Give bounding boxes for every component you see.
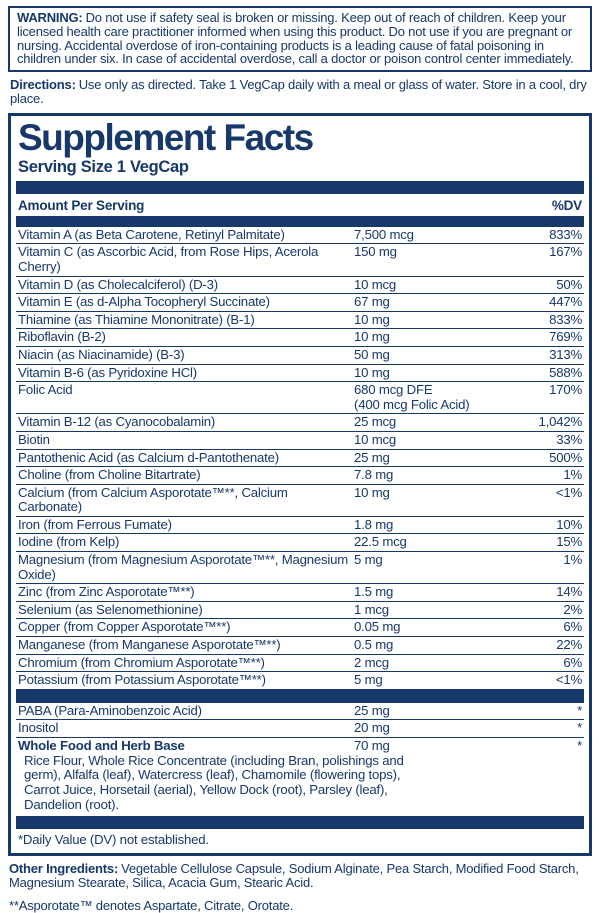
nutrient-name: Thiamine (as Thiamine Mononitrate) (B-1) — [18, 311, 255, 327]
divider-bar — [16, 690, 584, 702]
directions-text: Use only as directed. Take 1 VegCap daily with a meal or glass of water. Store in a cool, dry place. — [10, 77, 587, 106]
nutrients-table — [16, 226, 584, 689]
nutrient-dv: 1,042% — [538, 414, 582, 430]
table-row — [16, 636, 584, 654]
amount-line2: (400 mcg Folic Acid) — [354, 396, 470, 412]
nutrient-amount — [354, 295, 506, 310]
nutrient-dv: 6% — [563, 619, 582, 635]
nutrient-name: Pantothenic Acid (as Calcium d-Pantothenate) — [18, 449, 279, 465]
table-row — [16, 364, 584, 382]
whole-food-herb-base-row — [16, 737, 584, 816]
amount-per-serving-header: Amount Per Serving — [18, 197, 145, 213]
nutrient-dv: * — [577, 720, 582, 736]
amount-line1: 10 mg — [354, 329, 390, 345]
amount-line1: 22.5 mcg — [354, 534, 407, 550]
nutrient-dv: 313% — [549, 346, 582, 362]
table-row — [16, 551, 584, 583]
nutrient-amount — [354, 468, 506, 483]
amount-line1: 680 mcg DFE — [354, 382, 433, 398]
table-row — [16, 618, 584, 636]
warning-box — [8, 6, 592, 72]
other-ingredients — [8, 856, 592, 892]
nutrient-dv: 1% — [563, 467, 582, 483]
amount-line1: 2 mcg — [354, 654, 389, 670]
table-row — [16, 311, 584, 329]
nutrient-name: Inositol — [18, 720, 59, 736]
nutrient-name: Vitamin E (as d-Alpha Tocopheryl Succinate) — [18, 294, 270, 310]
nutrient-amount — [354, 348, 506, 363]
table-row — [16, 516, 584, 534]
nutrient-amount — [354, 228, 506, 243]
nutrient-name: Magnesium (from Magnesium Asporotate™**, Magnesium Oxide) — [18, 552, 349, 582]
amount-line1: 25 mg — [354, 702, 390, 718]
nutrient-amount — [354, 585, 506, 600]
secondary-nutrients-table — [16, 702, 584, 737]
nutrient-dv: 15% — [556, 534, 582, 550]
table-row — [16, 226, 584, 244]
nutrient-dv: 10% — [556, 516, 582, 532]
amount-line1: 5 mg — [354, 552, 383, 568]
amount-line1: 7,500 mcg — [354, 226, 414, 242]
nutrient-amount — [354, 620, 506, 635]
nutrient-amount — [354, 535, 506, 550]
nutrient-dv: 833% — [549, 311, 582, 327]
amount-line1: 10 mg — [354, 484, 390, 500]
nutrient-amount — [354, 245, 506, 260]
nutrient-amount — [354, 313, 506, 328]
amount-line1: 1.8 mg — [354, 516, 394, 532]
nutrient-dv: 50% — [556, 276, 582, 292]
panel-title: Supplement Facts — [18, 116, 313, 158]
amount-line1: 10 mcg — [354, 276, 397, 292]
nutrient-amount — [354, 673, 506, 688]
nutrient-dv: 22% — [556, 637, 582, 653]
nutrient-dv: 167% — [549, 244, 582, 260]
amount-line1: 1.5 mg — [354, 584, 394, 600]
nutrient-dv: 588% — [549, 364, 582, 380]
directions — [8, 72, 592, 113]
table-row — [16, 328, 584, 346]
nutrient-name: Vitamin D (as Cholecalciferol) (D-3) — [18, 276, 218, 292]
nutrient-amount — [354, 638, 506, 653]
nutrient-dv: 833% — [549, 226, 582, 242]
nutrient-dv: 14% — [556, 584, 582, 600]
nutrient-amount — [354, 656, 506, 671]
nutrient-amount — [354, 415, 506, 430]
amount-line1: 10 mcg — [354, 431, 397, 447]
other-ingredients-text: Vegetable Cellulose Capsule, Sodium Alginate, Pea Starch, Modified Food Starch, Magnesium Stearate, Silica, Acacia Gum, Stearic Acid. — [9, 860, 579, 890]
nutrient-dv: <1% — [555, 672, 582, 688]
nutrient-amount — [354, 518, 506, 533]
table-row — [16, 466, 584, 484]
nutrient-name: Vitamin C (as Ascorbic Acid, from Rose Hips, Acerola Cherry) — [18, 244, 319, 274]
nutrient-amount — [354, 603, 506, 618]
table-row — [16, 719, 584, 737]
daily-value-footnote: *Daily Value (DV) not established. — [18, 831, 209, 847]
nutrient-name: Manganese (from Manganese Asporotate™**) — [18, 637, 281, 653]
nutrient-dv: 769% — [549, 329, 582, 345]
nutrient-amount — [354, 721, 506, 736]
table-row — [16, 484, 584, 516]
nutrient-name: PABA (Para-Aminobenzoic Acid) — [18, 702, 202, 718]
divider-bar-thick — [16, 181, 584, 194]
table-row — [16, 533, 584, 551]
nutrient-amount — [354, 704, 506, 719]
nutrient-amount — [354, 451, 506, 466]
table-row — [16, 583, 584, 601]
table-row — [16, 601, 584, 619]
directions-label: Directions: — [10, 77, 76, 93]
nutrient-name: Vitamin B-12 (as Cyanocobalamin) — [18, 414, 216, 430]
nutrient-amount — [354, 278, 506, 293]
table-header — [16, 194, 584, 216]
nutrient-amount — [354, 486, 506, 501]
nutrient-dv: 170% — [549, 382, 582, 398]
nutrient-name: Vitamin A (as Beta Carotene, Retinyl Palmitate) — [18, 226, 285, 242]
nutrient-name: Iron (from Ferrous Fumate) — [18, 516, 172, 532]
whole-food-description: Rice Flour, Whole Rice Concentrate (including Bran, polishings and germ), Alfalfa (leaf), Watercress (leaf), Chamomile (flowering tops), Carrot Juice, Horsetail (aerial), Yellow Dock (root), Parsley (leaf), Dandelion (root). — [24, 752, 404, 812]
whole-food-name: Whole Food and Herb Base — [18, 738, 185, 753]
nutrient-amount — [354, 330, 506, 345]
amount-line1: 10 mg — [354, 364, 390, 380]
amount-line1: 0.5 mg — [354, 637, 394, 653]
other-ingredients-label: Other Ingredients: — [9, 860, 119, 876]
amount-line1: 10 mg — [354, 311, 390, 327]
supplement-facts-panel — [8, 113, 592, 856]
nutrient-amount — [354, 553, 506, 568]
table-row — [16, 293, 584, 311]
amount-line1: 20 mg — [354, 720, 390, 736]
nutrient-name: Choline (from Choline Bitartrate) — [18, 467, 201, 483]
nutrient-name: Iodine (from Kelp) — [18, 534, 120, 550]
divider-bar-thick — [16, 816, 584, 829]
nutrient-dv: 1% — [563, 552, 582, 568]
warning-label: WARNING: — [17, 10, 83, 25]
divider-bar — [16, 216, 584, 226]
table-row — [16, 431, 584, 449]
amount-line1: 25 mg — [354, 449, 390, 465]
nutrient-name: Calcium (from Calcium Asporotate™**, Calcium Carbonate) — [18, 484, 288, 515]
nutrient-name: Biotin — [18, 431, 50, 447]
table-row — [16, 671, 584, 689]
nutrient-dv: 2% — [563, 601, 582, 617]
amount-line1: 50 mg — [354, 346, 390, 362]
nutrient-dv: <1% — [555, 484, 582, 500]
amount-line1: 150 mg — [354, 244, 397, 260]
nutrient-dv: 33% — [556, 431, 582, 447]
amount-line1: 67 mg — [354, 294, 390, 310]
amount-line1: 7.8 mg — [354, 467, 394, 483]
nutrient-dv: * — [577, 702, 582, 718]
nutrient-name: Folic Acid — [18, 382, 73, 398]
nutrient-name: Niacin (as Niacinamide) (B-3) — [18, 346, 185, 362]
nutrient-name: Riboflavin (B-2) — [18, 329, 106, 345]
nutrient-name: Copper (from Copper Asporotate™**) — [18, 619, 231, 635]
whole-food-header — [16, 739, 584, 754]
dv-header: %DV — [551, 197, 582, 213]
nutrient-name: Selenium (as Selenomethionine) — [18, 601, 203, 617]
table-row — [16, 449, 584, 467]
nutrient-dv: 500% — [549, 449, 582, 465]
amount-line1: 0.05 mg — [354, 619, 401, 635]
nutrient-name: Vitamin B-6 (as Pyridoxine HCl) — [18, 364, 197, 380]
nutrient-amount — [354, 366, 506, 381]
table-row — [16, 702, 584, 720]
whole-food-amount: 70 mg — [354, 738, 390, 753]
nutrient-amount — [354, 433, 506, 448]
amount-line1: 25 mcg — [354, 414, 397, 430]
table-row — [16, 381, 584, 413]
table-row — [16, 413, 584, 431]
nutrient-name: Chromium (from Chromium Asporotate™**) — [18, 654, 265, 670]
nutrient-amount — [354, 383, 506, 412]
table-row — [16, 346, 584, 364]
whole-food-dv: * — [577, 738, 582, 753]
asporotate-note: **Asporotate™ denotes Aspartate, Citrate, Orotate. — [9, 898, 294, 913]
amount-line1: 5 mg — [354, 672, 383, 688]
table-row — [16, 654, 584, 672]
table-row — [16, 243, 584, 275]
amount-line1: 1 mcg — [354, 601, 389, 617]
nutrient-dv: 447% — [549, 294, 582, 310]
nutrient-name: Potassium (from Potassium Asporotate™**) — [18, 672, 266, 688]
nutrient-name: Zinc (from Zinc Asporotate™**) — [18, 584, 195, 600]
warning-text: Do not use if safety seal is broken or missing. Keep out of reach of children. Keep your licensed health care practitioner informed when using this product. Do not use if you are pregnant or nursing. Accidental overdose of iron-containing products is a leading cause of fatal poisoning in children under six. In case of accidental overdose, call a doctor or poison control center immediately. — [17, 10, 574, 67]
table-row — [16, 276, 584, 294]
nutrient-dv: 6% — [563, 654, 582, 670]
serving-size: Serving Size 1 VegCap — [18, 157, 189, 176]
